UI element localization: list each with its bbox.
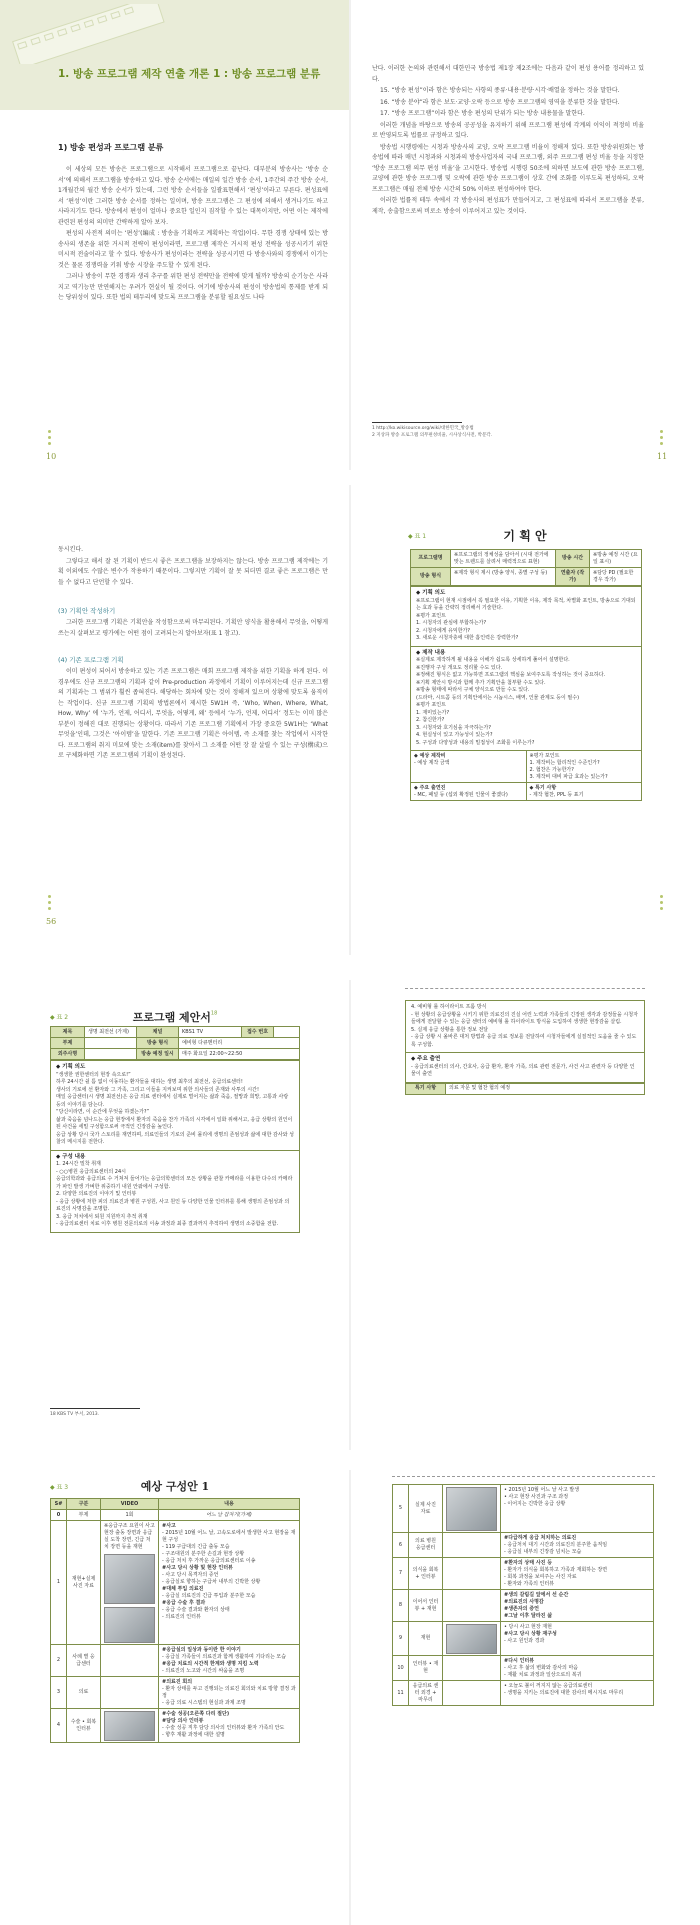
table-row <box>51 1709 300 1743</box>
subsection-title: (4) 기존 프로그램 기획 <box>58 656 124 664</box>
footnote-ref: 18 <box>210 1010 218 1017</box>
table-row <box>51 1510 300 1521</box>
scene-kind: 이어서 인터뷰 + 재현 <box>409 1590 443 1622</box>
section-line: ※정해진 형식은 없고 가능하면 프로그램의 핵심을 보여주도록 작성하는 것이 중요하다. <box>416 672 606 678</box>
chapter-title: 1. 방송 프로그램 제작 연출 개론 1 : 방송 프로그램 분류 <box>58 68 321 80</box>
scene-line: #응급 치료의 시간적 한계와 생명 지킴 노력 <box>162 1660 259 1667</box>
scene-line: #다시 인터뷰 <box>504 1657 535 1664</box>
footnotes <box>50 1408 300 1418</box>
section-line: 1. 재미있는가? <box>416 709 450 716</box>
diamond-icon: ◆ <box>408 533 413 540</box>
scene-line: #대체 투입 의료진 <box>162 1585 204 1592</box>
table-row <box>393 1656 654 1681</box>
form-label: 특기 사항 <box>406 1083 446 1094</box>
body-paragraph: 동시킨다. <box>58 546 84 553</box>
scene-line: - 환자와 가족의 인터뷰 <box>504 1580 555 1587</box>
section-line: - 응급의료센터 치료 이후 병원 전문의로의 이송 과정과 최종 결과까지 추적하여 생명의 소중함을 전함. <box>56 1221 279 1227</box>
scene-line: - 응급 수술 결과와 환자의 상태 <box>162 1606 230 1613</box>
section-line: ※방송 형태에 따라서 구체 양식으로 만들 수도 있다. <box>416 687 530 693</box>
scene-photo <box>104 1607 155 1643</box>
scene-photo <box>446 1624 497 1654</box>
page-dots <box>660 895 663 910</box>
scene-line: - 향후 재활 과정에 대한 설명 <box>162 1731 225 1738</box>
section-line: ※기획 제안시 방식과 함께 추가 기획안을 첨부할 수도 있다. <box>416 679 546 686</box>
scene-line: #생존자의 증언 <box>504 1605 539 1612</box>
storyboard-table-wrap <box>50 1498 300 1743</box>
spread-4 <box>0 1470 700 1925</box>
scene-line: #의료진의 사명감 <box>504 1598 544 1605</box>
section-line: (드라마, 시트콤 등의 기획안에서는 시놉시스, 배역, 인물 관계도 등이 필수) <box>416 694 580 701</box>
scene-number: 3 <box>51 1677 67 1709</box>
page-number: 57 <box>657 917 668 926</box>
scene-kind: 부제 <box>67 1510 101 1521</box>
scene-kind: 인터뷰 • 재현 <box>409 1656 443 1681</box>
section-line: 5. 실제 응급 상황을 통한 정보 전달 <box>411 1026 489 1033</box>
form-label: 프로그램명 <box>411 550 451 568</box>
scene-line: - 119 구급대의 긴급 출동 모습 <box>162 1543 230 1550</box>
scene-line: - 구조대원의 분주한 손길과 현장 상황 <box>162 1550 245 1557</box>
section-line: 5. 구성과 다양성과 내용의 밀접성이 조화를 이루는가? <box>416 739 535 746</box>
scene-line: #사고 당시 상황 및 현장 인터뷰 <box>162 1564 233 1571</box>
section-line: 삶과 죽음을 넘나드는 응급 현장에서 환자의 죽음을 찬가 가족의 시각에서 일화 위해서고, 응급 상황의 원인이 된 사건을 세밀 구성함으로써 극적인 긴장감을 높인다. <box>56 1116 293 1130</box>
proposal-form <box>410 549 642 801</box>
section-line: - 예상 제작 금액 <box>414 759 450 766</box>
form-value: ※프로그램의 정체성을 담아서 (시대 전가에 맞는 트렌드를 살려서 매력적으로 표현) <box>451 550 556 568</box>
scene-line: - 사고 원인과 경과 <box>504 1637 545 1644</box>
page-dots <box>48 895 51 910</box>
body-paragraph: 방송법 시행령에는 시청과 방송사의 교양, 오락 프로그램 비율이 정해져 있다. 또한 방송위원회는 방송법에 따라 매년 시청과와 시청과의 방송사업자의 국내 프로그램, 외주 프로그램 편성 비율 등을 지정한 ‘방송 프로그램 의무 편성 비율’을 고시한다. 방송법 시행령 50조에 의하면 보도에 관한 방송 프로그램, 교양에 관한 방송 프로그램 및 오락에 관한 방송 프로그램이 상호 간에 조화를 이루도록 편성하되, 오락 프로그램은 매월 전체 방송 시간의 50% 이하로 편성하여야 한다. <box>372 143 644 193</box>
page-10 <box>0 0 350 470</box>
section-line: 하루 24시간 쉴 틈 없이 이동하는 환자들을 대하는 생명 최후의 최전선, 응급의료센터! <box>56 1079 243 1085</box>
body-paragraph: 그렇다고 해서 잘 된 기획이 반드시 좋은 프로그램을 보장하지는 않는다. 방송 프로그램 제작에는 기획 이외에도 수많은 변수가 작용하기 때문이다. 그렇지만 기획이 잘 못 되더면 결코 좋은 프로그램은 만들 수 없다고 단언할 수 있다. <box>58 557 328 586</box>
page-58 <box>0 980 350 1450</box>
table-tag: 표 1 <box>414 533 427 540</box>
proposal-structure <box>50 1151 300 1233</box>
section-line: ※실제로 제작하게 될 내용을 이해가 쉽도록 상세하게 풀어서 설명한다. <box>416 657 570 663</box>
scene-line: • 사고 현장 사진과 구조 과정 <box>504 1493 569 1500</box>
scene-number: 0 <box>51 1510 67 1521</box>
law-item: 16. “방송 분야”라 함은 보도·교양·오락 등으로 방송 프로그램의 영역을 분류한 것을 말한다. <box>380 98 620 106</box>
section-heading: ◆ 주요 출연 <box>411 1056 441 1062</box>
page-number: 59 <box>657 1432 668 1441</box>
form-label: 외주사명 <box>51 1049 85 1060</box>
section-line: 2. 협찬은 가능한가? <box>529 766 574 773</box>
special-notes-table <box>405 1083 645 1095</box>
section-line: - 응급의료센터의 의사, 간호사, 응급 환자, 환자 가족, 의료 관련 전문가, 사건 사고 관련자 등 다양한 인물이 출연 <box>411 1063 635 1077</box>
scene-line: #응급 수술 후 결과 <box>162 1599 206 1606</box>
scene-line: - 이어지는 긴박한 응급 상황 <box>504 1500 566 1507</box>
section-title: 1) 방송 편성과 프로그램 분류 <box>58 143 164 152</box>
section-heading: ◆ 예상 제작비 <box>414 752 446 759</box>
section-line: 3. 시청자와 호기심을 자극하는가? <box>416 724 491 731</box>
page-60 <box>0 1470 350 1925</box>
spread-2 <box>0 485 700 955</box>
section-line: 1. 시청자의 관심에 부합하는가? <box>416 620 487 626</box>
scene-photo <box>446 1487 497 1531</box>
scene-kind: 재현 <box>409 1622 443 1656</box>
scene-line: #담당 의사 인터뷰 <box>162 1717 204 1724</box>
scene-line: - 수술 성공 직후 담당 의사의 인터뷰와 환자 가족의 안도 <box>162 1724 285 1731</box>
table-row <box>51 1645 300 1677</box>
section-heading: ◆ 제작 내용 <box>416 649 446 656</box>
section-line: 생사의 기로에 선 환자와 그 가족, 그리고 이들을 지켜보며 위한 의사들의 존재와 사투의 시간! <box>56 1086 259 1093</box>
section-line: 1. 제작비는 합리적인 수준인가? <box>529 759 600 766</box>
body-paragraph: 그러한 프로그램 기획은 기획안을 작성함으로써 마무리된다. 기획안 양식을 활용해서 무엇을, 어떻게 쓰는지 살펴보고 평가에는 어떤 점이 고려되는지 알아보자(표 1 참고). <box>58 619 328 637</box>
body-paragraph: 이미 편성이 되어서 방송하고 있는 기존 프로그램은 매회 프로그램 제작을 위한 기획을 하게 된다. 이 경우에도 신규 프로그램의 기획과 같이 Pre-production 과정에서 기획이 이루어지는데 신규 프로그램의 기획과는 그 범위가 훨씬 좁혀진다. 해당하는 회차에 맞는 것이 정해져 있으며 상황에 맞도록 움직이는 작업이다. 신규 프로그램 기획의 방법론에서 제시한 5W1H 즉, ‘Who, When, Where, What, How, Why’ 에 ‘누가, 언제, 어디서, 무엇을, 어떻게, 왜’ 등에서 ‘누가, 언제, 어디서’ 정도는 이미 많은 부분이 정해진 대로 진행되는 상황이다. 따라서 기존 프로그램 기획에서 가장 중요한 5W1H는 ‘What 무엇을’인데, 그것은 ‘아이템’을 말한다. 기존 프로그램 기획은 아이템, 즉 소재를 찾는 작업에서 시작한다. 프로그램의 취지 미묘에 맞는 소재(item)를 찾아서 그 소재를 어떤 장 잘 살릴 수 있는 구성(構成)으로 구체화하면 기존 프로그램의 기획이 완성된다. <box>58 668 328 759</box>
spread-3 <box>0 980 700 1450</box>
form-value: 의료 자문 및 협찬 협의 예정 <box>446 1083 645 1094</box>
scene-video: 1회 <box>101 1510 159 1521</box>
section-line: 3. 새로운 시청자층에 대한 흡인력은 강력한가? <box>416 635 519 641</box>
form-value: 생명 최전선 (가제) <box>85 1027 137 1038</box>
scene-number: 4 <box>51 1709 67 1743</box>
col-header: 내용 <box>159 1499 300 1510</box>
scene-line: - 응급 처치 후 가까운 응급의료센터로 이송 <box>162 1557 256 1564</box>
form-value: ※제작 형식 제시 (방송 양식, 종별 구성 등) <box>451 568 556 586</box>
scene-number: 1 <box>51 1521 67 1645</box>
proposal-structure-cont <box>405 1000 645 1053</box>
body-paragraph: 이러한 개념을 바탕으로 방송의 공공성을 유지하기 위해 프로그램 편성에 각계의 이익이 적정히 비율로 반영되도록 법률로 규정하고 있다. <box>372 121 644 139</box>
col-header: VIDEO <box>101 1499 159 1510</box>
form-budget-table <box>410 751 642 801</box>
col-header: 구분 <box>67 1499 101 1510</box>
section-heading: ◆ 기획 의도 <box>416 590 446 596</box>
form-value: ※담당 PD (필요한 경우 작가) <box>590 568 642 586</box>
page-59 <box>350 980 700 1450</box>
scene-line: - 2015년 10월 어느 날, 고속도로에서 발생한 사고 현장을 재현 구성 <box>162 1529 296 1543</box>
page-number: 56 <box>46 917 57 926</box>
section-heading: ◆ 구성 내용 <box>56 1153 86 1160</box>
scene-photo <box>104 1554 155 1604</box>
scene-line: #사고 당시 상황 재구성 <box>504 1630 557 1637</box>
footnote: 2 지상파 방송 프로그램 의무편성비율, 시사상식사전, 박문각. <box>372 433 493 438</box>
table-row <box>393 1485 654 1533</box>
section-line: 응급의학과와 응급의료 수 거쳐져 들어가는 응급의학센터의 모든 상황을 관찰 카메라를 이용한 다수의 카메라가 파인 발생 가벼한 위중하기 내원 안팎에서 구성함. <box>56 1176 293 1190</box>
table-row <box>393 1533 654 1558</box>
scene-kind: 의료 병원 응급센터 <box>409 1533 443 1558</box>
section-line: 4. 예비형 롤 하이라이트 프롬 방식 <box>411 1004 487 1010</box>
subsection-title: (3) 기획안 작성하기 <box>58 607 116 615</box>
table-row <box>51 1677 300 1709</box>
scene-number: 10 <box>393 1656 409 1681</box>
scene-line: - 응급실 의료진의 긴급 투입과 분주한 모습 <box>162 1592 256 1599</box>
form-header-table <box>410 549 642 586</box>
form-label: 부제 <box>51 1038 85 1049</box>
table-row <box>393 1681 654 1706</box>
scene-line: #환자의 상태 사진 등 <box>504 1559 553 1566</box>
section-heading: ◆ 기획 의도 <box>56 1064 86 1070</box>
footnote: 18 KBS TV 부서, 2013. <box>50 1412 100 1417</box>
section-line: 2. 다양한 의료진의 이야기 및 인터뷰 <box>56 1191 137 1197</box>
film-strip-graphic <box>8 4 168 64</box>
scene-number: 5 <box>393 1485 409 1533</box>
scene-line: #사고 <box>162 1522 176 1529</box>
scene-video: ※응급구조 요원이 사고 현장 출동 장면과 응급실 도착 장면, 긴급 처치 장면 등을 재현 <box>104 1522 155 1550</box>
form-label: 방송 형식 <box>411 568 451 586</box>
scene-number: 9 <box>393 1622 409 1656</box>
scene-line: - 응급처치 대기 시간과 의료진의 분주한 움직임 <box>504 1541 608 1548</box>
scene-number: 6 <box>393 1533 409 1558</box>
scene-line: #수술 성공(오른쪽 다리 절단) <box>162 1710 230 1717</box>
page-number: 10 <box>46 452 57 461</box>
section-heading: ◆ 주요 출연진 <box>414 784 446 791</box>
section-line: 4. 현실성이 있고 가능성이 있는가? <box>416 732 493 738</box>
page-number: 11 <box>657 452 668 461</box>
scene-line: • 당시 사고 현장 재현 <box>504 1623 552 1630</box>
table-row <box>393 1558 654 1590</box>
spread-1 <box>0 0 700 470</box>
section-line: “당신이라면, 이 순간에 무엇을 하겠는가?” <box>56 1109 150 1115</box>
scene-line: - 사고 당시 목격자의 증언 <box>162 1571 219 1578</box>
form-title: 기 획 안 <box>503 529 547 543</box>
section-heading: ◆ 특기 사항 <box>529 784 557 791</box>
table-row <box>51 1521 300 1645</box>
storyboard-table <box>50 1498 300 1743</box>
col-header: S# <box>51 1499 67 1510</box>
scene-kind: 재현+실제 사진 자료 <box>67 1521 101 1645</box>
scene-photo <box>104 1711 155 1741</box>
proposal-title: 프로그램 제안서 <box>132 1011 211 1024</box>
section-line: - 현 상황의 응급상황을 시키기 위한 의료진의 진실 어린 노력과 가족들의 긴장된 생각과 감정들을 시청자들에게 전달할 수 있는 응급 센터의 예비형 롤 하이라이트 방식을 도입하여 생생한 현장감을 살림. <box>411 1011 638 1025</box>
body-paragraph: 난다. 이러한 논의와 관련해서 대한민국 방송법 제1장 제2조에는 다음과 같이 편성 용어를 정리하고 있다. <box>372 65 644 83</box>
scene-line: - 응급실 가족들이 의료진과 함께 생활하며 기다리는 모습 <box>162 1653 287 1660</box>
form-value: KBS1 TV <box>179 1027 242 1038</box>
form-label: 채널 <box>137 1027 179 1038</box>
section-line: - 제작 협찬, PPL 등 표기 <box>529 791 584 798</box>
law-item: 15. “방송 편성”이라 함은 방송되는 사항의 종류·내용·분량·시각·배열을 정하는 것을 말한다. <box>380 87 620 94</box>
body-paragraph: 그러나 방송이 무한 경쟁과 생리 추구를 위한 편성 전략만을 전략에 맞게 될까? 방송의 순기능은 사라지고 역기능만 만연해지는 우려가 현실이 될 것이다. 여기에 방송사의 편성이 방송법의 통제를 받게 되는 당위성이 있다. 또한 법의 테두리에 맞도록 프로그램을 분류할 필요성도 나타 <box>58 273 328 301</box>
table-row <box>393 1590 654 1622</box>
page-57 <box>350 485 700 955</box>
body-paragraph: 이러한 법률적 테두 속에서 각 방송사의 편성표가 만들어지고, 그 편성표에 따라서 프로그램을 분류, 제작, 송출함으로써 비로소 방송이 이루어지고 있는 것이다. <box>372 197 644 215</box>
section-line: - ○○병원 응급의료센터의 24시 <box>56 1168 126 1175</box>
section-line: 1. 24시간 밀착 취재 <box>56 1161 101 1167</box>
storyboard-table-wrap <box>392 1484 654 1706</box>
scene-line: - 응급 의료 시스템의 현실과 과제 조명 <box>162 1699 246 1706</box>
proposal-cast <box>405 1053 645 1083</box>
storyboard-table-continued <box>392 1484 654 1706</box>
diamond-icon: ◆ <box>50 1484 55 1491</box>
section-line: 매일 응급센터(시 생명 최전선)은 응급 의료 센터에서 실제로 벌어지는 삶과 죽음, 절망과 희망, 고통과 사랑 등의 이야기를 담는다. <box>56 1094 289 1108</box>
body-paragraph: 편성의 사전적 의미는 ‘편성’(編成 : 방송을 기획하고 계획하는 작업)이다. 무한 경쟁 상태에 있는 방송사의 생존을 위한 거시적 전략이 편성이라면, 프로그램 제작은 거시적 편성 전략을 성공시키기 위한 미시적 전술이라고 할 수 있다. 방송사가 편성이라는 전략을 성공시키면 다 방송사와의 경쟁에서 이기는 것은 물론 경쟁력을 키워 방송 시장을 주도할 수 있게 된다. <box>58 230 328 269</box>
form-label: 연출자 (작가) <box>556 568 590 586</box>
form-value <box>274 1027 300 1038</box>
proposal-header-table <box>50 1026 300 1060</box>
scene-kind: 실제 사진 자료 <box>409 1485 443 1533</box>
section-line: 3. 응급 처치에서 퇴원 지원까지 추적 취재 <box>56 1213 148 1220</box>
form-label: 제목 <box>51 1027 85 1038</box>
scene-kind: 사례 별 응급센터 <box>67 1645 101 1677</box>
scene-line: - 응급실 내부의 긴장감 넘치는 모습 <box>504 1548 582 1555</box>
scene-line: #다급하게 응급 처치하는 의료진 <box>504 1534 577 1541</box>
scene-line: - 환자가 의식을 회복하고 가족과 재회하는 장면 <box>504 1566 608 1573</box>
scene-kind: 응급의료 센터 외경 + 마무리 <box>409 1681 443 1706</box>
scene-line: - 의료진의 노고와 시간의 싸움을 조명 <box>162 1667 245 1674</box>
storyboard-title: 예상 구성안 1 <box>140 1480 210 1493</box>
section-line: ※진행자 구성 개요도 정리할 수도 있다. <box>416 664 503 671</box>
scene-line: - 재활 치료 과정과 일상으로의 복귀 <box>504 1671 582 1678</box>
diamond-icon: ◆ <box>50 1014 55 1021</box>
table-tag: 표 3 <box>56 1484 69 1491</box>
scene-kind: 수술 • 회복 인터뷰 <box>67 1709 101 1743</box>
section-line: - MC, 패널 등 (섭외 확정된 인물이 좋겠다) <box>414 791 508 798</box>
scene-line: #그날 이후 달라진 삶 <box>504 1612 553 1619</box>
scene-number: 8 <box>393 1590 409 1622</box>
page-dots <box>660 430 663 445</box>
page-61 <box>350 1470 700 1925</box>
form-label: 접수 번호 <box>242 1027 274 1038</box>
page-56 <box>0 485 350 955</box>
table-row <box>393 1622 654 1656</box>
section-line: 3. 제작비 대비 파급 효과는 있는가? <box>529 773 608 780</box>
scene-number: 11 <box>393 1681 409 1706</box>
form-value <box>85 1038 137 1049</box>
scene-line: - 회복 과정을 보여주는 사진 자료 <box>504 1573 577 1580</box>
section-line: 2. 시청자에게 유익한가? <box>416 627 471 634</box>
section-line: ※평가 포인트 <box>416 612 446 619</box>
form-section-intent <box>410 586 642 647</box>
footnote: 1 http://ko.wikisource.org/wiki/대한민국_방송법 <box>372 426 474 431</box>
scene-content: 어느 날 갑자기(가제) <box>159 1510 300 1521</box>
scene-line: #의료진 회의 <box>162 1678 193 1685</box>
scene-line: • 2015년 10월 어느 날 사고 발생 <box>504 1486 580 1493</box>
scene-line: - 사고 후 삶의 변화와 감사의 마음 <box>504 1664 579 1671</box>
scene-kind: 의료 <box>67 1677 101 1709</box>
form-value: 예비형 다큐멘터리 <box>179 1038 300 1049</box>
form-value: 매주 화요일 22:00~22:50 <box>179 1049 300 1060</box>
scene-line: - 환자 상태를 두고 진행되는 의료진 회의와 치료 방향 결정 과정 <box>162 1685 296 1699</box>
section-line: 2. 참신한가? <box>416 717 445 723</box>
scene-line: #생의 갈림길 앞에서 선 순간 <box>504 1591 569 1598</box>
scene-line: • 오늘도 불이 꺼지지 않는 응급의료센터 <box>504 1682 593 1689</box>
form-label: 방송 예정 일시 <box>137 1049 179 1060</box>
scene-line: - 생명을 지키는 의료진에 대한 감사의 메시지로 마무리 <box>504 1689 624 1696</box>
scene-line: - 응급실로 향하는 구급차 내부의 긴박한 상황 <box>162 1578 261 1585</box>
scene-kind: 의식을 회복 + 인터뷰 <box>409 1558 443 1590</box>
page-11 <box>350 0 700 470</box>
section-line: ※프로그램이 현재 시점에서 꼭 필요한 이유, 기획한 이유, 제작 목적, 차별화 포인트, 방송으로 기대되는 효과 등을 간략히 정리해서 기술한다. <box>416 597 636 611</box>
scene-line: #응급실의 일상과 동이란 한 이야기 <box>162 1646 241 1653</box>
proposal-form-continued <box>405 1000 645 1095</box>
proposal-intent <box>50 1060 300 1151</box>
section-line: - 응급 상황에 처한 피의 의료진과 병원 구성원, 사고 원인 등 다양한 인물 인터뷰를 통해 생명의 존엄성과 의료진의 사명감을 조명함. <box>56 1198 290 1212</box>
proposal-form <box>50 1026 300 1233</box>
footnotes <box>372 422 644 439</box>
table-tag: 표 2 <box>56 1014 69 1021</box>
form-value <box>85 1049 137 1060</box>
section-line: “생생한 권한센터의 현장 속으로!” <box>56 1071 131 1078</box>
form-section-content <box>410 647 642 752</box>
page-number: 58 <box>46 1432 57 1441</box>
form-label: 방송 시간 <box>556 550 590 568</box>
section-line: 응급 상황 당시 국가 스토리를 재연하며, 의료인들의 기로의 준비 몰리에 생명의 존엄성과 삶에 대한 감사와 성찰의 메시지를 전한다. <box>56 1131 294 1145</box>
form-value: ※방송 예정 시간 (요일 표시) <box>590 550 642 568</box>
page-dots <box>48 430 51 445</box>
section-line: ※평가 포인트 <box>529 752 560 759</box>
form-label: 방송 형식 <box>137 1038 179 1049</box>
section-line: - 응급 상황 시 올바른 대처 방법과 응급 의료 정보를 전달하여 시청자들에게 실질적인 도움을 줄 수 있도록 구성함. <box>411 1034 637 1048</box>
scene-line: - 의료진의 인터뷰 <box>162 1613 201 1620</box>
section-line: ※평가 포인트 <box>416 702 446 708</box>
page-number: 61 <box>657 1910 668 1919</box>
body-paragraph: 이 세상의 모든 방송은 프로그램으로 시작해서 프로그램으로 끝난다. 대부분의 방송사는 ‘방송 순서’에 의해서 프로그램을 방송하고 있다. 방송 순서에는 매일의 일간 방송 순서, 1주간의 주간 방송 순서, 1개월간의 월간 방송 순서가 있는데, 그런 방송 순서들을 일괄표현해서 ‘편성’이라고 부른다. 편성표에서 ‘편성’이란 그러한 방송 순서를 정하는 일이며, 방송 프로그램은 그 편성에 의해서 생겨나기도 하고 사라지기도 한다. 방송에서 편성이 얼마나 중요한 일인지 짐작할 수 있는 대목이지만, 어떤 이는 제작에 관련된 편성의 의미만 간략하게 알아 보자. <box>58 166 328 226</box>
law-item: 17. “방송 프로그램”이라 함은 방송 편성의 단위가 되는 방송 내용물을 말한다. <box>380 110 585 117</box>
chapter-banner <box>0 0 350 110</box>
scene-number: 7 <box>393 1558 409 1590</box>
scene-number: 2 <box>51 1645 67 1677</box>
page-number: 60 <box>46 1910 57 1919</box>
